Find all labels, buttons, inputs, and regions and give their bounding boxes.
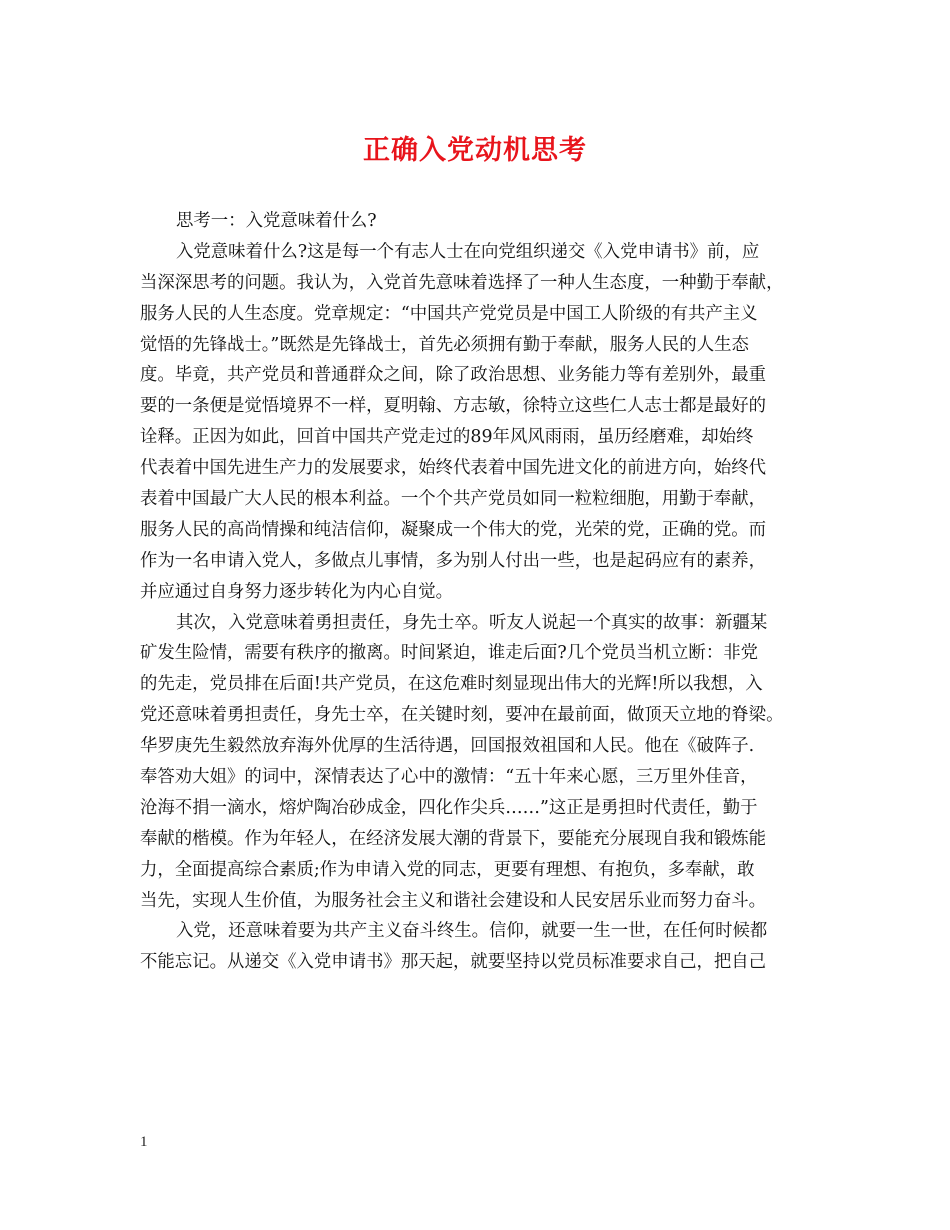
text-line: 奉答劝大姐》的词中，深情表达了心中的激情：“五十年来心愿，三万里外佳音， <box>140 767 758 788</box>
text-line: 诠释。正因为如此，回首中国共产党走过的89年风风雨雨，虽历经磨难，却始终 <box>140 427 754 448</box>
text-line: 表着中国最广大人民的根本利益。一个个共产党员如同一粒粒细胞，用勤于奉献， <box>140 489 767 510</box>
text-line: 作为一名申请入党人，多做点儿事情，多为别人付出一些，也是起码应有的素养， <box>140 550 767 571</box>
text-line: 当先，实现人生价值，为服务社会主义和谐社会建设和人民安居乐业而努力奋斗。 <box>140 890 767 911</box>
text-line: 入党意味着什么?这是每一个有志人士在向党组织递交《入党申请书》前，应 <box>176 241 760 262</box>
text-line: 矿发生险情，需要有秩序的撤离。时间紧迫，谁走后面?几个党员当机立断：非党 <box>140 643 758 664</box>
text-line: 不能忘记。从递交《入党申请书》那天起，就要坚持以党员标准要求自己，把自己 <box>140 952 767 973</box>
text-line: 代表着中国先进生产力的发展要求，始终代表着中国先进文化的前进方向，始终代 <box>140 458 767 479</box>
text-line: 沧海不捐一滴水，熔炉陶冶砂成金，四化作尖兵……”这正是勇担时代责任，勤于 <box>140 797 758 818</box>
text-line: 力，全面提高综合素质;作为申请入党的同志，更要有理想、有抱负，多奉献，敢 <box>140 859 755 880</box>
document-title: 正确入党动机思考 <box>363 135 587 166</box>
text-line: 服务人民的高尚情操和纯洁信仰，凝聚成一个伟大的党，光荣的党，正确的党。而 <box>140 519 767 540</box>
text-line: 奉献的楷模。作为年轻人，在经济发展大潮的背景下，要能充分展现自我和锻炼能 <box>140 828 767 849</box>
document-body <box>140 206 812 978</box>
text-line: 度。毕竟，共产党员和普通群众之间，除了政治思想、业务能力等有差别外，最重 <box>140 365 767 386</box>
text-line: 的先走，党员排在后面!共产党员，在这危难时刻显现出伟大的光辉!所以我想，入 <box>140 674 763 695</box>
text-line: 并应通过自身努力逐步转化为内心自觉。 <box>140 581 454 602</box>
text-line: 思考一：入党意味着什么? <box>176 211 377 231</box>
text-line: 服务人民的人生态度。党章规定：“中国共产党党员是中国工人阶级的有共产主义 <box>140 303 758 324</box>
text-line: 觉悟的先锋战士。”既然是先锋战士，首先必须拥有勤于奉献，服务人民的人生态 <box>140 334 749 355</box>
text-line: 入党，还意味着要为共产主义奋斗终生。信仰，就要一生一世，在任何时候都 <box>176 921 768 942</box>
text-line: 当深深思考的问题。我认为，入党首先意味着选择了一种人生态度，一种勤于奉献， <box>140 272 784 293</box>
page-number: 1 <box>140 1134 148 1150</box>
text-line: 党还意味着勇担责任，身先士卒，在关键时刻，要冲在最前面，做顶天立地的脊梁。 <box>140 705 784 726</box>
text-line: 要的一条便是觉悟境界不一样，夏明翰、方志敏，徐特立这些仁人志士都是最好的 <box>140 396 767 417</box>
text-line: 其次，入党意味着勇担责任，身先士卒。听友人说起一个真实的故事：新疆某 <box>176 612 768 633</box>
text-line: 华罗庚先生毅然放弃海外优厚的生活待遇，回国报效祖国和人民。他在《破阵子. <box>140 736 755 757</box>
